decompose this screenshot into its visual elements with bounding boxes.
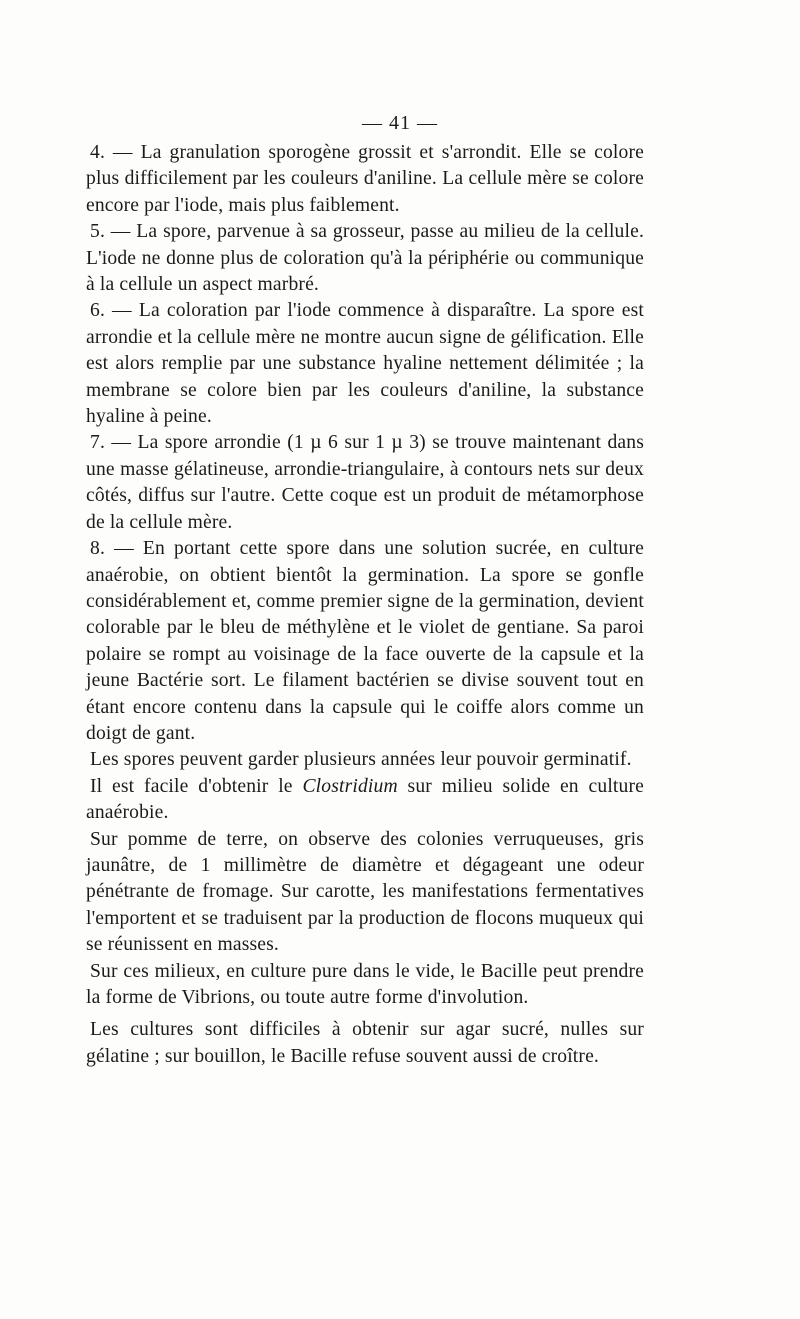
paragraph-milieux: Sur ces milieux, en culture pure dans le vide, le Bacille peut prendre la forme de Vibrions, ou toute autre forme d'involution.	[86, 960, 644, 1008]
paragraph-4: 4. — La granulation sporogène grossit et s'arrondit. Elle se colore plus difficilement par les couleurs d'aniline. La cellule mère se colore encore par l'iode, mais plus faiblement.	[86, 142, 644, 216]
paragraph-spores: Les spores peuvent garder plusieurs années leur pouvoir germinatif.	[90, 749, 632, 771]
page-number: — 41 —	[362, 112, 438, 134]
paragraph-6: 6. — La coloration par l'iode commence à disparaître. La spore est arrondie et la cellule mère ne montre aucun signe de gélification. Elle est alors remplie par une substance hyaline nettement délimitée ; la membrane se colore bien par les couleurs d'aniline, la substance hyaline à peine.	[86, 300, 644, 428]
paragraph-clostridium-before: Il est facile d'obtenir le	[90, 775, 303, 797]
paragraph-5: 5. — La spore, parvenue à sa grosseur, passe au milieu de la cellule. L'iode ne donne plus de coloration qu'à la périphérie ou communique à la cellule un aspect marbré.	[86, 221, 644, 296]
paragraph-8: 8. — En portant cette spore dans une solution sucrée, en culture anaérobie, on obtient bientôt la germination. La spore se gonfle considérablement et, comme premier signe de la germination, devient colorable par le bleu de méthylène et le violet de gentiane. Sa paroi polaire se rompt au voisinage de la face ouverte de la capsule et la jeune Bactérie sort. Le filament bactérien se divise souvent tout en étant encore contenu dans la capsule qui le coiffe alors comme un doigt de gant.	[86, 538, 644, 744]
paragraph-clostridium	[86, 774, 644, 827]
body-text	[86, 140, 644, 1070]
paragraph-pomme-de-terre: Sur pomme de terre, on observe des colonies verruqueuses, gris jaunâtre, de 1 millimètre de diamètre et dégageant une odeur pénétrante de fromage. Sur carotte, les manifestations fermentatives l'emportent et se traduisent par la production de flocons muqueux qui se réunissent en masses.	[86, 828, 644, 956]
clostridium-italic: Clostridium	[302, 775, 398, 797]
paragraph-cultures: Les cultures sont difficiles à obtenir sur agar sucré, nulles sur gélatine ; sur bouillon, le Bacille refuse souvent aussi de croître.	[86, 1019, 644, 1067]
paragraph-clostridium-after: sur milieu solide en culture anaérobie.	[86, 775, 644, 824]
paragraph-7: 7. — La spore arrondie (1 µ 6 sur 1 µ 3) se trouve maintenant dans une masse gélatineuse, arrondie-triangulaire, à contours nets sur deux côtés, diffus sur l'autre. Cette coque est un produit de métamorphose de la cellule mère.	[86, 432, 644, 533]
